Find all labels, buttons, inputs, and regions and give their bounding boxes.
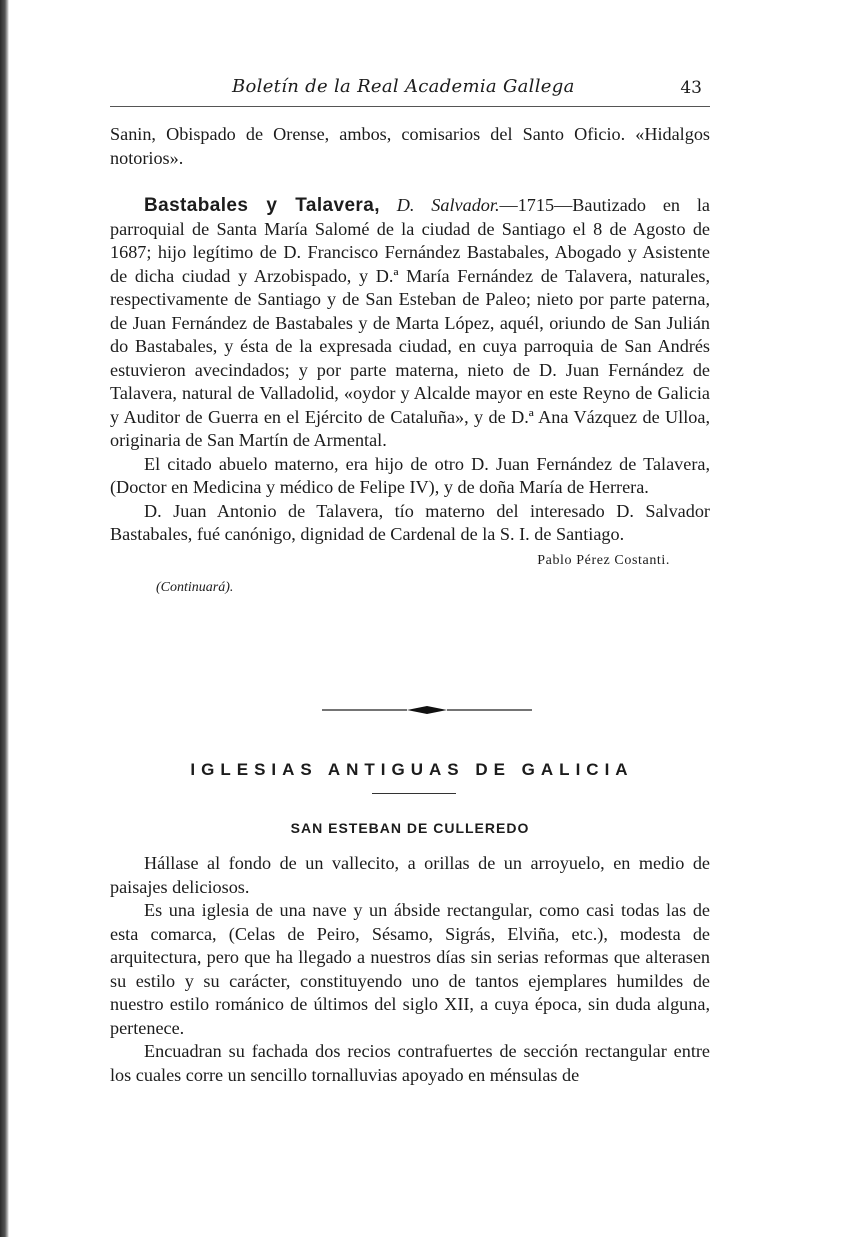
entry-lead-text: —1715—Bautizado en la parroquial de Santa María Salomé de la ciudad de Santiago el 8 de Agosto de 1687; hijo legítimo de D. Francisco Fernández Bastabales, Abogado y Asistente de dicha ciudad y Arzobispado, y D.ª María Fernández de Talavera, naturales, respectivamente de Santiago y de San Esteban de Paleo; nieto por parte paterna, de Juan Fernández de Bastabales y de Marta López, aquél, oriundo de San Julián do Bastabales, y ésta de la expresada ciudad, en cuya parroquia de San Andrés estuvieron avecindados; y por parte materna, nieto de D. Juan Fernández de Talavera, natural de Valladolid, «oydor y Alcalde mayor en este Reyno de Galicia y Auditor de Guerra en el Ejército de Cataluña», y de D.ª Ana Vázquez de Ulloa, originaria de San Martín de Armental. xyxy=(110,195,711,450)
page xyxy=(110,72,711,1085)
continued-note: (Continuará). xyxy=(156,580,234,595)
entry-paragraph-2: El citado abuelo materno, era hijo de otro D. Juan Fernández de Talavera, (Doctor en Medicina y médico de Felipe IV), y de doña María de Herrera. xyxy=(110,453,710,497)
author-signature: Pablo Pérez Costanti. xyxy=(537,552,670,568)
page-number: 43 xyxy=(680,78,702,98)
entry-paragraph xyxy=(110,194,710,453)
article-subtitle: SAN ESTEBAN DE CULLEREDO xyxy=(290,820,530,836)
title-rule xyxy=(372,793,456,794)
continuation-paragraph: Sanin, Obispado de Orense, ambos, comisarios del Santo Oficio. «Hidalgos notorios». xyxy=(110,124,710,168)
article-paragraph-3: Encuadran su fachada dos recios contrafuertes de sección rectangular entre los cuales corre un sencillo tornalluvias apoyado en ménsulas de xyxy=(110,1041,710,1085)
entry-name: Bastabales y Talavera, xyxy=(144,195,380,216)
entry-paragraph-3: D. Juan Antonio de Talavera, tío materno del interesado D. Salvador Bastabales, fué canónigo, dignidad de Cardenal de la S. I. de Santiago. xyxy=(110,500,710,544)
entry-given-name: D. Salvador. xyxy=(396,195,500,215)
running-header xyxy=(110,72,710,107)
article-title: IGLESIAS ANTIGUAS DE GALICIA xyxy=(190,760,634,779)
article-paragraph-1: Hállase al fondo de un vallecito, a orillas de un arroyuelo, en medio de paisajes deliciosos. xyxy=(110,853,710,897)
article-paragraph-2: Es una iglesia de una nave y un ábside rectangular, como casi todas las de esta comarca, (Celas de Peiro, Sésamo, Sigrás, Elviña, etc.), modesta de arquitectura, pero que ha llegado a nuestros días sin serias reformas que alterasen su estilo y su carácter, constituyendo uno de tantos ejemplares humildes de nuestro estilo románico de últimos del siglo XII, a cuya época, sin duda alguna, pertenece. xyxy=(110,900,710,1038)
scanned-page-edge xyxy=(0,0,9,1237)
article-body xyxy=(110,852,710,1087)
ornament-divider xyxy=(322,704,532,716)
running-title: Boletín de la Real Academia Gallega xyxy=(232,76,575,97)
